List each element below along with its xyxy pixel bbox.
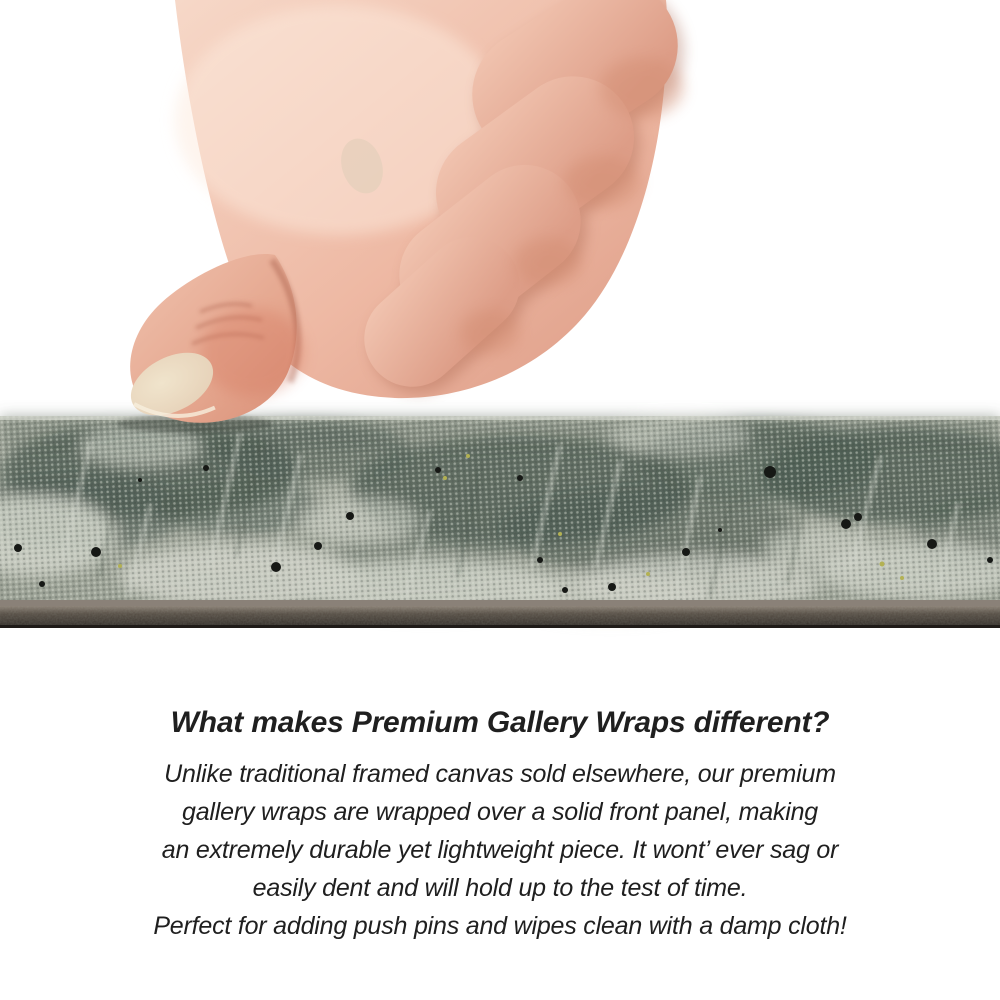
caption-line-3: an extremely durable yet lightweight piece. It wont’ ever sag or [161, 836, 839, 864]
thumb [121, 254, 304, 428]
thumb-blush [200, 308, 304, 396]
caption-heading: What makes Premium Gallery Wraps different? [170, 706, 830, 739]
caption-line-2: gallery wraps are wrapped over a solid front panel, making [182, 798, 818, 826]
caption-line-4: easily dent and will hold up to the test of time. [252, 874, 748, 902]
hand-photo [121, 0, 709, 428]
canvas-strip-photo [0, 416, 1000, 628]
caption-line-1: Unlike traditional framed canvas sold elsewhere, our premium [164, 760, 836, 788]
panel-edge [0, 600, 1000, 628]
caption-line-5: Perfect for adding push pins and wipes clean with a damp cloth! [153, 912, 847, 940]
caption-block [0, 704, 1000, 945]
